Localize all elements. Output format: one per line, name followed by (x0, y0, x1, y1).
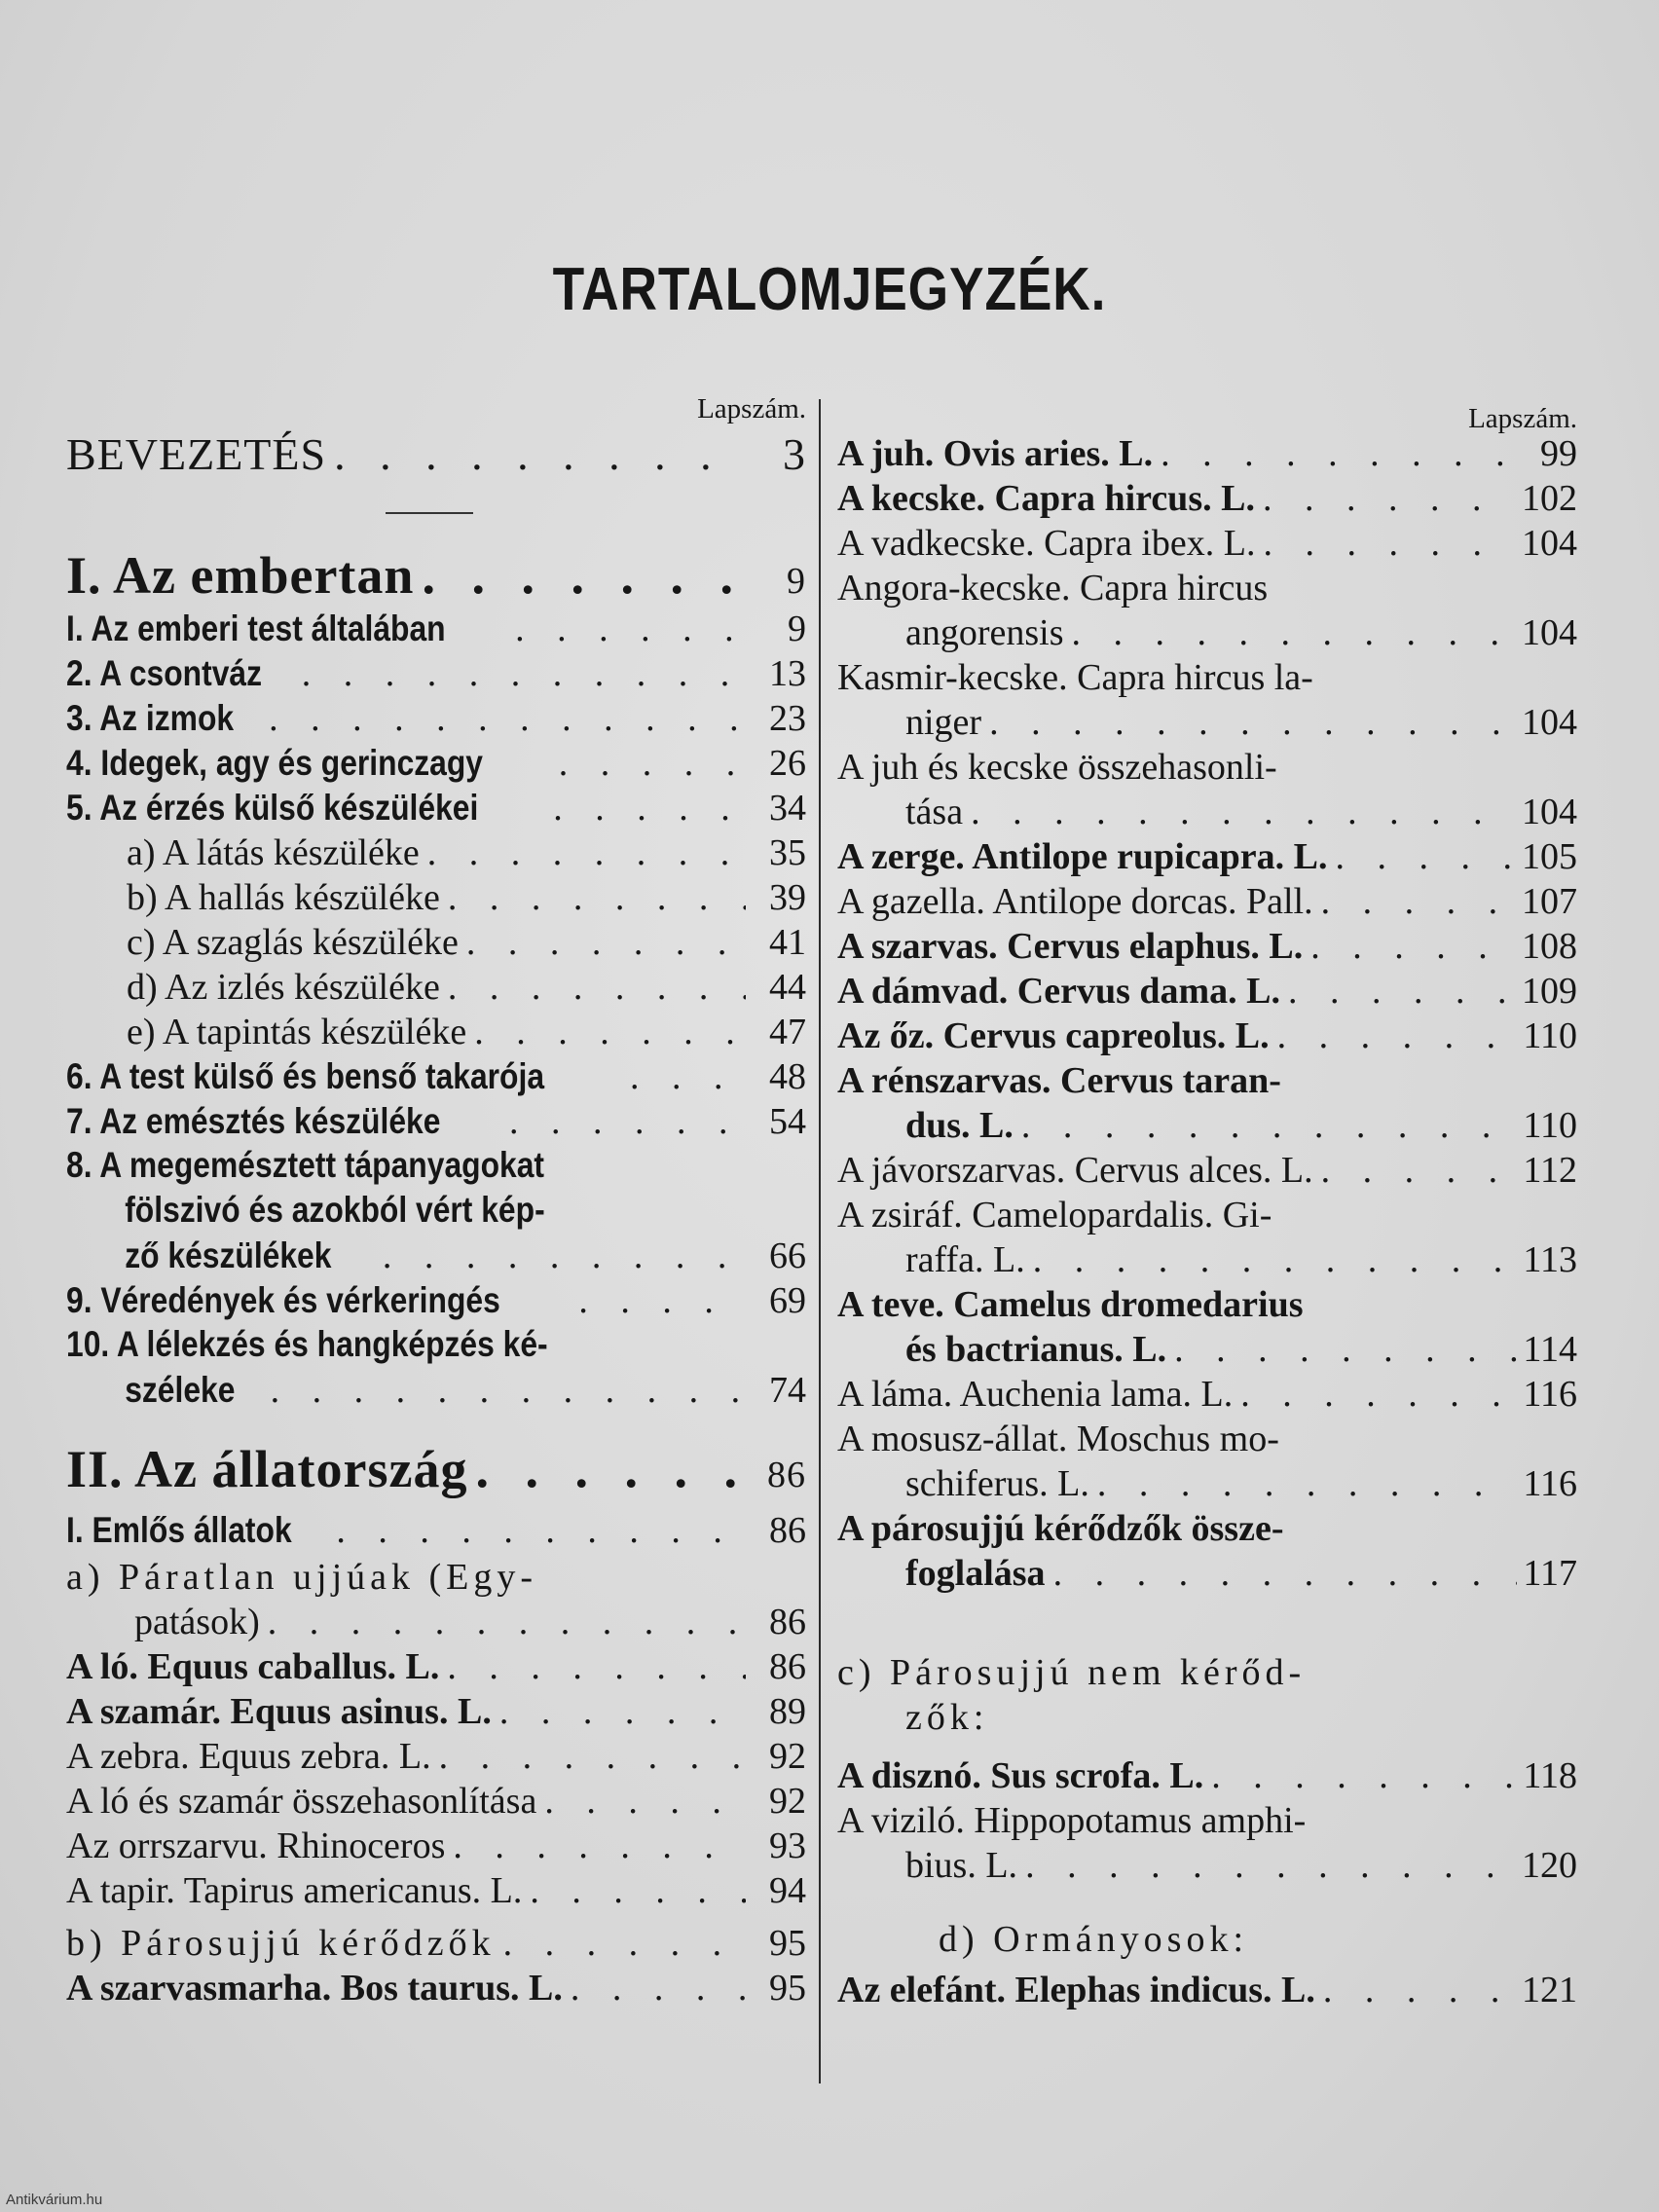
toc-entry[interactable]: Kasmir-kecske. Capra hircus la- (837, 657, 1313, 698)
toc-entry[interactable]: A zerge. Antilope rupicapra. L. . . . 105 (837, 835, 1577, 880)
toc-part-allatorszag[interactable]: II. Az állatország . . . 86 (66, 1439, 806, 1497)
toc-entry[interactable]: A rénszarvas. Cervus taran- (837, 1060, 1281, 1101)
toc-entry[interactable]: A jávorszarvas. Cervus alces. L. . . . 112 (837, 1149, 1577, 1194)
toc-entry-cont[interactable]: schiferus. L. . . . 116 (837, 1462, 1577, 1507)
page-number-heading: Lapszám. (1468, 403, 1577, 434)
toc-entry[interactable]: A juh és kecske összehasonli- (837, 747, 1277, 788)
toc-entry[interactable]: 8. A megemésztett tápanyagokat (66, 1145, 545, 1185)
toc-entry-cont[interactable]: dus. L. . . . 110 (837, 1104, 1577, 1149)
toc-entry[interactable]: A tapir. Tapirus americanus. L. . . . 94 (66, 1869, 806, 1914)
toc-subentry[interactable]: b) A hallás készüléke . . . 39 (66, 876, 806, 921)
section-rule (386, 512, 473, 514)
toc-entry-cont[interactable]: és bactrianus. L. . . . 114 (837, 1328, 1577, 1373)
toc-entry[interactable]: A kecske. Capra hircus. L. . . . 102 (837, 477, 1577, 522)
toc-entry-cont[interactable]: bius. L. . . . 120 (837, 1844, 1577, 1889)
toc-entry-cont[interactable]: széleke . . . 74 (66, 1369, 806, 1414)
toc-entry[interactable]: Az őz. Cervus capreolus. L. . . . 110 (837, 1014, 1577, 1059)
toc-entry[interactable]: Angora-kecske. Capra hircus (837, 568, 1269, 608)
toc-subentry[interactable]: e) A tapintás készüléke . . . 47 (66, 1011, 806, 1055)
toc-entry[interactable]: I. Az emberi test általában . . . 9 (66, 608, 806, 652)
toc-entry[interactable]: 9. Véredények és vérkeringés . . . 69 (66, 1279, 806, 1324)
toc-entry[interactable]: A zebra. Equus zebra. L. . . . 92 (66, 1735, 806, 1780)
toc-entry-cont[interactable]: angorensis . . . 104 (837, 611, 1577, 656)
toc-entry[interactable]: A ló. Equus caballus. L. . . . 86 (66, 1645, 806, 1690)
toc-entry[interactable]: A disznó. Sus scrofa. L. . . . 118 (837, 1754, 1577, 1799)
watermark: Antikvárium.hu (6, 2192, 103, 2208)
toc-entry[interactable]: Az elefánt. Elephas indicus. L. . . . 121 (837, 1969, 1577, 2013)
toc-subentry[interactable]: c) A szaglás készüléke . . . 41 (66, 921, 806, 966)
toc-subsection[interactable]: b) Párosujjú kérődzők . . . 95 (66, 1922, 806, 1967)
toc-subsection[interactable]: c) Párosujjú nem kérőd- (837, 1652, 1307, 1693)
page-number-heading: Lapszám. (697, 393, 806, 424)
toc-entry-cont[interactable]: niger . . . 104 (837, 701, 1577, 746)
column-divider (819, 399, 821, 2083)
toc-entry[interactable]: 3. Az izmok . . . 23 (66, 697, 806, 742)
toc-entry[interactable]: 5. Az érzés külső készülékei . . . 34 (66, 787, 806, 831)
toc-part-embertan[interactable]: I. Az embertan . . . 9 (66, 545, 806, 604)
toc-entry[interactable]: A dámvad. Cervus dama. L. . . . 109 (837, 970, 1577, 1014)
toc-entry[interactable]: Az orrszarvu. Rhinoceros . . . 93 (66, 1825, 806, 1869)
toc-entry[interactable]: A viziló. Hippopotamus amphi- (837, 1800, 1307, 1841)
toc-entry[interactable]: I. Emlős állatok . . . 86 (66, 1509, 806, 1554)
toc-entry[interactable]: 2. A csontváz . . . 13 (66, 652, 806, 697)
toc-entry-cont[interactable]: ző készülékek . . . 66 (66, 1235, 806, 1279)
toc-entry[interactable]: 6. A test külső és benső takarója . . . 48 (66, 1055, 806, 1100)
toc-entry[interactable]: A juh. Ovis aries. L. . . . 99 (837, 432, 1577, 477)
toc-entry-cont[interactable]: raffa. L. . . . 113 (837, 1238, 1577, 1283)
toc-entry-cont: fölszivó és azokból vért kép- (125, 1190, 545, 1230)
toc-entry[interactable]: A párosujjú kérődzők össze- (837, 1508, 1284, 1549)
toc-entry[interactable]: 4. Idegek, agy és gerinczagy . . . 26 (66, 742, 806, 787)
toc-subentry[interactable]: a) A látás készüléke . . . 35 (66, 831, 806, 876)
toc-entry[interactable]: A mosusz-állat. Moschus mo- (837, 1419, 1279, 1459)
toc-entry-intro[interactable]: BEVEZETÉS . . . 3 (66, 428, 806, 473)
toc-entry-cont[interactable]: tása . . . 104 (837, 791, 1577, 835)
toc-subsection[interactable]: a) Páratlan ujjúak (Egy- (66, 1557, 538, 1598)
toc-entry[interactable]: A zsiráf. Camelopardalis. Gi- (837, 1195, 1272, 1235)
toc-entry-cont[interactable]: patások) . . . 86 (66, 1601, 806, 1645)
toc-entry[interactable]: 7. Az emésztés készüléke . . . 54 (66, 1100, 806, 1145)
toc-entry[interactable]: A gazella. Antilope dorcas. Pall. . . . 107 (837, 880, 1577, 925)
toc-entry[interactable]: A szamár. Equus asinus. L. . . . 89 (66, 1690, 806, 1735)
toc-subsection[interactable]: d) Ormányosok: (939, 1919, 1249, 1960)
toc-entry[interactable]: A szarvas. Cervus elaphus. L. . . . 108 (837, 925, 1577, 970)
toc-subsection-cont: zők: (905, 1697, 989, 1738)
toc-subentry[interactable]: d) Az izlés készüléke . . . 44 (66, 966, 806, 1011)
toc-entry[interactable]: A vadkecske. Capra ibex. L. . . . 104 (837, 522, 1577, 567)
toc-entry[interactable]: A láma. Auchenia lama. L. . . . 116 (837, 1373, 1577, 1418)
toc-entry-cont[interactable]: foglalása . . . 117 (837, 1552, 1577, 1597)
toc-entry[interactable]: A szarvasmarha. Bos taurus. L. . . . 95 (66, 1967, 806, 2011)
toc-entry[interactable]: A teve. Camelus dromedarius (837, 1284, 1304, 1325)
toc-entry[interactable]: A ló és szamár összehasonlítása . . . 92 (66, 1780, 806, 1825)
page-title: TARTALOMJEGYZÉK. (552, 256, 1107, 323)
toc-entry[interactable]: 10. A lélekzés és hangképzés ké- (66, 1324, 548, 1364)
